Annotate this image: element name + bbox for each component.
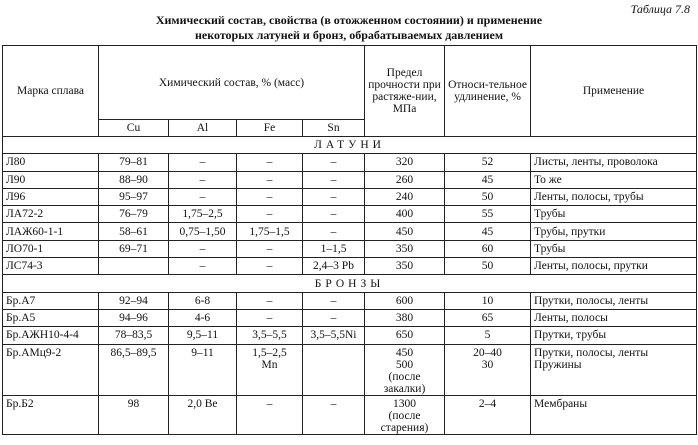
cell-cu (99, 258, 169, 275)
cell-al: 2,0 Be (169, 395, 237, 434)
cell-elong: 55 (445, 206, 531, 223)
section-title: ЛАТУНИ (3, 137, 697, 154)
cell-al: 6-8 (169, 292, 237, 309)
cell-strength-line-3: старения) (380, 421, 429, 434)
cell-sn: – (303, 171, 365, 188)
cell-sn (303, 344, 365, 395)
cell-cu: 88–90 (99, 171, 169, 188)
cell-fe: – (237, 292, 303, 309)
cell-grade: Бр.А5 (3, 309, 99, 326)
cell-elong: 50 (445, 258, 531, 275)
cell-strength-line-4: закалки) (383, 382, 426, 395)
cell-strength: 380 (365, 309, 445, 326)
cell-cu: 78–83,5 (99, 327, 169, 344)
cell-grade: Л80 (3, 154, 99, 171)
cell-fe: – (237, 206, 303, 223)
cell-elong: 10 (445, 292, 531, 309)
cell-strength-line-3: (после (388, 370, 421, 383)
cell-cu: 76–79 (99, 206, 169, 223)
cell-strength (365, 344, 445, 395)
cell-al: 9–11 (169, 344, 237, 395)
title-line-2: некоторых латуней и бронз, обрабатываемых давлением (194, 28, 503, 42)
cell-fe: 1,75–1,5 (237, 223, 303, 240)
cell-sn: – (303, 309, 365, 326)
cell-fe: – (237, 258, 303, 275)
cell-grade: ЛО70-1 (3, 240, 99, 257)
cell-strength: 350 (365, 240, 445, 257)
cell-elongation-line-1: 20–40 (473, 346, 502, 359)
cell-use: Ленты, полосы, трубы (531, 188, 697, 205)
cell-sn: – (303, 292, 365, 309)
cell-strength-line-2: 500 (395, 358, 414, 371)
cell-elongation: 2–4 (445, 395, 531, 434)
table-title (0, 13, 698, 43)
cell-use: Трубы (531, 240, 697, 257)
header-elongation: Относи-тельное удлинение, % (445, 46, 531, 137)
header-cu: Cu (99, 120, 169, 137)
cell-elongation (445, 344, 531, 395)
table-row (3, 154, 697, 171)
cell-grade: ЛА72-2 (3, 206, 99, 223)
cell-application (531, 344, 697, 395)
cell-cu: 94–96 (99, 309, 169, 326)
cell-fe: – (237, 171, 303, 188)
cell-al: – (169, 171, 237, 188)
cell-strength-line-2: (после (388, 409, 421, 422)
cell-strength-line-1: 450 (395, 346, 414, 359)
header-strength: Предел прочности при растяже-нии, МПа (365, 46, 445, 137)
table-row (3, 292, 697, 309)
cell-fe (237, 344, 303, 395)
cell-fe-line-1: 1,5–2,5 (252, 346, 287, 359)
cell-cu: 58–61 (99, 223, 169, 240)
cell-sn: – (303, 206, 365, 223)
header-sn: Sn (303, 120, 365, 137)
header-composition: Химический состав, % (масс) (99, 46, 365, 120)
cell-elong: 5 (445, 327, 531, 344)
cell-al: 0,75–1,50 (169, 223, 237, 240)
cell-strength: 260 (365, 171, 445, 188)
cell-elong: 50 (445, 188, 531, 205)
cell-strength: 600 (365, 292, 445, 309)
table-row-brb2 (3, 395, 697, 434)
cell-cu: 69–71 (99, 240, 169, 257)
cell-strength: 650 (365, 327, 445, 344)
cell-grade: Л90 (3, 171, 99, 188)
cell-fe: – (237, 395, 303, 434)
cell-fe: – (237, 309, 303, 326)
cell-grade: Бр.АМц9-2 (3, 344, 99, 395)
cell-al: – (169, 240, 237, 257)
cell-fe: – (237, 188, 303, 205)
table-row (3, 206, 697, 223)
cell-strength: 450 (365, 223, 445, 240)
cell-al: 4-6 (169, 309, 237, 326)
header-grade: Марка сплава (3, 46, 99, 137)
cell-use: То же (531, 171, 697, 188)
cell-al: 1,75–2,5 (169, 206, 237, 223)
table-row (3, 188, 697, 205)
cell-cu: 86,5–89,5 (99, 344, 169, 395)
cell-use: Прутки, полосы, ленты (531, 292, 697, 309)
table-row (3, 258, 697, 275)
table-row (3, 223, 697, 240)
header-al: Al (169, 120, 237, 137)
cell-cu: 98 (99, 395, 169, 434)
cell-application-line-2: Пружины (534, 358, 582, 371)
cell-use: Прутки, трубы (531, 327, 697, 344)
cell-strength: 320 (365, 154, 445, 171)
cell-application-line-1: Прутки, полосы, ленты (534, 346, 649, 359)
cell-cu: 92–94 (99, 292, 169, 309)
cell-strength (365, 395, 445, 434)
cell-cu: 95–97 (99, 188, 169, 205)
cell-use: Ленты, полосы, прутки (531, 258, 697, 275)
cell-elong: 52 (445, 154, 531, 171)
cell-use: Трубы (531, 206, 697, 223)
table-row (3, 171, 697, 188)
cell-application: Мембраны (531, 395, 697, 434)
cell-strength: 400 (365, 206, 445, 223)
cell-sn: – (303, 223, 365, 240)
header-application: Применение (531, 46, 697, 137)
cell-grade: Бр.Б2 (3, 395, 99, 434)
cell-use: Ленты, полосы (531, 309, 697, 326)
cell-fe: – (237, 154, 303, 171)
table-number: Таблица 7.8 (630, 2, 690, 16)
cell-sn: 2,4–3 Pb (303, 258, 365, 275)
cell-al: 9,5–11 (169, 327, 237, 344)
table-row (3, 327, 697, 344)
section-title: БРОНЗЫ (3, 275, 697, 292)
cell-sn: 3,5–5,5Ni (303, 327, 365, 344)
alloy-table (2, 45, 697, 435)
cell-al: – (169, 258, 237, 275)
cell-grade: Л96 (3, 188, 99, 205)
cell-sn: 1–1,5 (303, 240, 365, 257)
cell-elong: 45 (445, 223, 531, 240)
cell-fe: 3,5–5,5 (237, 327, 303, 344)
cell-sn: – (303, 154, 365, 171)
cell-grade: Бр.АЖН10-4-4 (3, 327, 99, 344)
cell-elong: 60 (445, 240, 531, 257)
cell-grade: ЛС74-3 (3, 258, 99, 275)
cell-grade: ЛАЖ60-1-1 (3, 223, 99, 240)
cell-use: Трубы, прутки (531, 223, 697, 240)
cell-fe-line-2: Mn (261, 358, 278, 371)
cell-al: – (169, 188, 237, 205)
cell-strength: 350 (365, 258, 445, 275)
cell-elong: 45 (445, 171, 531, 188)
cell-elongation-line-2: 30 (481, 358, 494, 371)
cell-cu: 79–81 (99, 154, 169, 171)
cell-strength: 240 (365, 188, 445, 205)
table-row-bramc9-2 (3, 344, 697, 395)
table-row (3, 240, 697, 257)
cell-al: – (169, 154, 237, 171)
cell-sn: – (303, 395, 365, 434)
section-header (3, 137, 697, 154)
cell-elong: 65 (445, 309, 531, 326)
table-row (3, 309, 697, 326)
title-line-1: Химический состав, свойства (в отожженном состоянии) и применение (155, 13, 543, 27)
cell-use: Листы, ленты, проволока (531, 154, 697, 171)
cell-sn: – (303, 188, 365, 205)
section-header (3, 275, 697, 292)
cell-fe: – (237, 240, 303, 257)
cell-grade: Бр.А7 (3, 292, 99, 309)
header-fe: Fe (237, 120, 303, 137)
cell-strength-line-1: 1300 (393, 397, 417, 410)
